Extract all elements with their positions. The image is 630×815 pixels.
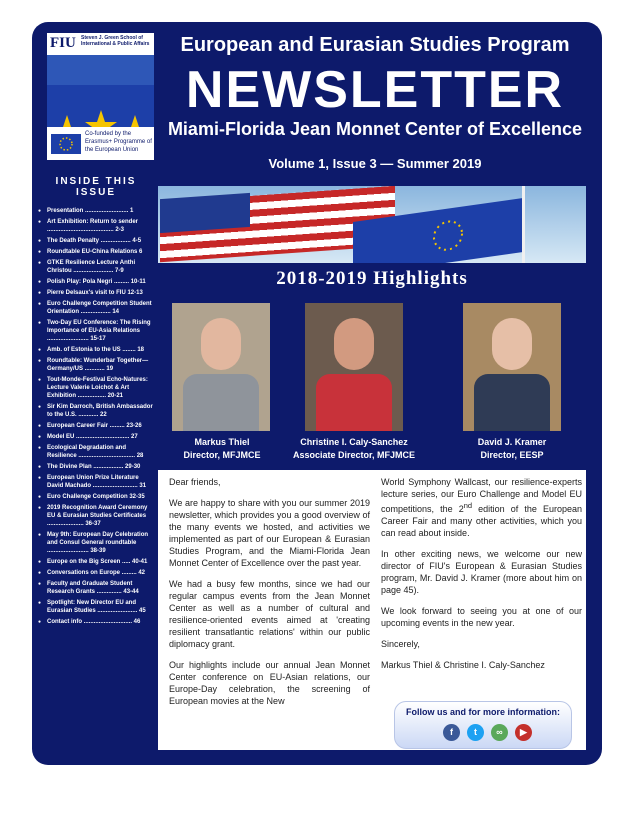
flags-photo	[158, 186, 586, 263]
toc-item: ● Sir Kim Darroch, British Ambassador to the U.S. ............ 22	[38, 403, 156, 419]
us-flag-canton	[160, 193, 250, 233]
letter-signature: Markus Thiel & Christine I. Caly-Sanchez	[381, 660, 545, 670]
letter-paragraph: We are happy to share with you our summer 2019 newsletter, which provides you a good overview of the many events we hosted, and activities we implemented as part of our European & Eurasian Studies Program, and the Miami-Florida Jean Monnet Center of Excellence over the past year.	[169, 498, 370, 568]
follow-us-label: Follow us and for more information:	[406, 707, 560, 717]
toc-item: ● Euro Challenge Competition 32-35	[38, 493, 156, 501]
table-of-contents	[38, 207, 156, 629]
face	[492, 318, 532, 370]
person-name: Markus Thiel	[194, 437, 250, 447]
toc-item: ● Contact info ............................. 46	[38, 618, 156, 626]
facebook-icon[interactable]: f	[443, 724, 460, 741]
toc-item: ● Art Exhibition: Return to sender ........................................ 2-3	[38, 218, 156, 234]
link-icon[interactable]: ∞	[491, 724, 508, 741]
highlights-title: 2018-2019 Highlights	[276, 268, 468, 289]
person-name: David J. Kramer	[477, 437, 547, 447]
letter-column-right	[381, 476, 582, 680]
person-role: Director, EESP	[480, 450, 544, 460]
torso	[183, 374, 259, 431]
youtube-icon[interactable]: ▶	[515, 724, 532, 741]
fiu-school-name: Steven J. Green School of International & Public Affairs	[81, 35, 150, 47]
fiu-logo	[47, 33, 154, 55]
toc-item: ● Tout-Monde-Festival Echo-Natures: Lecture Valerie Loichot & Art Exhibition ................. 20-21	[38, 376, 156, 400]
toc-item: ● Presentation .......................... 1	[38, 207, 156, 215]
caption-markus-thiel	[152, 436, 292, 462]
letter-paragraph: World Symphony Wallcast, our resilience-experts lecture series, our Euro Challenge and Model EU competitions, the 2nd edition of the European Career Fair and many other activities, which you can read about inside.	[381, 477, 583, 538]
toc-item: ● Euro Challenge Competition Student Orientation .................. 14	[38, 300, 156, 316]
toc-item: ● Ecological Degradation and Resilience .................................. 28	[38, 444, 156, 460]
erasmus-text: Co-funded by the Erasmus+ Programme of the European Union	[85, 131, 152, 153]
letter-paragraph: Our highlights include our annual Jean Monnet Center conference on EU-Asian relations, our Europe-Day celebration, the screening of European movies at the New	[169, 660, 370, 706]
face	[201, 318, 241, 370]
toc-item: ● Roundtable: Wunderbar Together—Germany/US ............ 19	[38, 357, 156, 373]
toc-item: ● May 9th: European Day Celebration and Consul General roundtable ......................... 38-39	[38, 531, 156, 555]
photo-christine-caly-sanchez	[305, 303, 403, 431]
photo-markus-thiel	[172, 303, 270, 431]
eu-flag-icon	[51, 134, 81, 154]
face	[334, 318, 374, 370]
fiu-mark: FIU	[50, 35, 76, 51]
letter-column-left	[169, 476, 370, 716]
twitter-icon[interactable]: t	[467, 724, 484, 741]
person-name: Christine I. Caly-Sanchez	[300, 437, 408, 447]
toc-item: ● Faculty and Graduate Student Research Grants ............... 43-44	[38, 580, 156, 596]
toc-item: ● The Death Penalty .................. 4-5	[38, 237, 156, 245]
issue-volume: Volume 1, Issue 3 — Summer 2019	[268, 156, 482, 171]
toc-item: ● The Divine Plan .................. 29-30	[38, 463, 156, 471]
toc-item: ● Europe on the Big Screen ..... 40-41	[38, 558, 156, 566]
person-role: Associate Director, MFJMCE	[292, 450, 416, 460]
toc-item: ● 2019 Recognition Award Ceremony EU & Eurasian Studies Certificates ...................... 36-37	[38, 504, 156, 528]
newsletter-title: NEWSLETTER	[185, 61, 565, 119]
program-title: European and Eurasian Studies Program	[180, 34, 570, 56]
caption-david-kramer	[442, 436, 582, 462]
torso	[474, 374, 550, 431]
letter-paragraph: We had a busy few months, since we had our regular campus events from the Jean Monnet Center as well as a number of cultural and resilience-oriented events aimed at 'creating resilient transatlantic relations' within our public diplomacy grant.	[169, 579, 370, 649]
follow-us-box	[394, 701, 572, 749]
letter-paragraph: We look forward to seeing you at one of our upcoming events in the new year.	[381, 606, 582, 628]
toc-item: ● Spotlight: New Director EU and Eurasian Studies ........................ 45	[38, 599, 156, 615]
photo-david-kramer	[463, 303, 561, 431]
letter-closing: Sincerely,	[381, 639, 420, 649]
caption-christine-caly-sanchez	[284, 436, 424, 462]
person-role: Director, MFJMCE	[183, 450, 261, 460]
toc-item: ● European Union Prize Literature David Machado ........................... 31	[38, 474, 156, 490]
erasmus-logo	[47, 127, 154, 160]
center-subtitle: Miami-Florida Jean Monnet Center of Excellence	[167, 119, 583, 139]
toc-item: ● Roundtable EU-China Relations 6	[38, 248, 156, 256]
toc-item: ● Conversations on Europe ......... 42	[38, 569, 156, 577]
letter-paragraph: In other exciting news, we welcome our new director of FIU's European & Eurasian Studies program, Mr. David J. Kramer (more about him on page 45).	[381, 549, 582, 595]
toc-item: ● European Career Fair ......... 23-26	[38, 422, 156, 430]
toc-item: ● GTKE Resilience Lecture Anthi Christou ........................ 7-9	[38, 259, 156, 275]
toc-item: ● Model EU ................................ 27	[38, 433, 156, 441]
toc-item: ● Two-Day EU Conference: The Rising Importance of EU-Asia Relations ......................... 15-17	[38, 319, 156, 343]
toc-item: ● Polish Play: Pola Negri ......... 10-11	[38, 278, 156, 286]
toc-item: ● Pierre Delsaux's visit to FIU 12-13	[38, 289, 156, 297]
letter-greeting: Dear friends,	[169, 477, 221, 487]
flag-pole	[522, 186, 525, 263]
toc-heading: INSIDE THIS ISSUE	[55, 176, 137, 198]
toc-item: ● Amb. of Estonia to the US ........ 18	[38, 346, 156, 354]
torso	[316, 374, 392, 431]
